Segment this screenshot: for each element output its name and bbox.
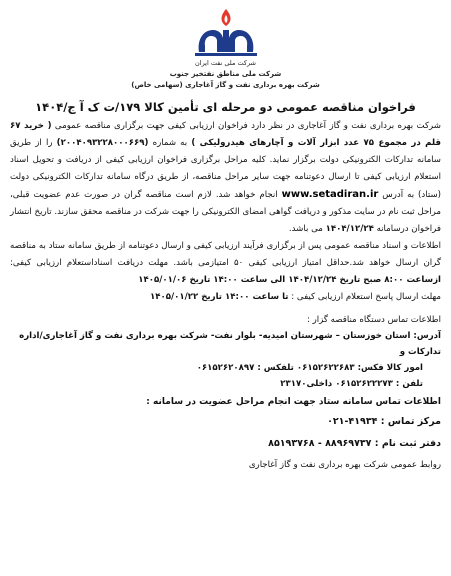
contact-fax: امور کالا فکس: ۰۶۱۵۲۶۲۲۶۸۳ تلفکس : ۰۶۱۵۲۶۲۰۸۹۷ — [196, 363, 423, 373]
paragraph-1: شرکت بهره برداری نفت و گاز آغاجاری در نظر دارد فراخوان ارزیابی کیفی جهت برگزاری مناقصه عمومی ( خرید ۶۷ قلم در مجموع ۷۵ عدد ابزار آلات و آچارهای هیدرولیکی ) به شماره (۲۰۰۴۰۹۳۲۲۸۰۰۰۶۶۹) را از طریق سامانه تدارکات الکترونیکی دولت برگزار نماید. کلیه مراحل برگزاری فراخوان ارزیابی کیفی از دریافت و تحویل اسناد استعلام ارزیابی کیفی تا ارسال دعوتنامه جهت سایر مراحل مناقصه، از طریق درگاه سامانه تدارکات الکترونیکی دولت (ستاد) به آدرس www.setadiran.ir انجام خواهد شد. لازم است مناقصه گران در صورت عدم عضویت قبلی، مراحل ثبت نام در سایت مذکور و دریافت گواهی امضای الکترونیکی را جهت شرکت در مناقصه محقق سازند. تاریخ انتشار فراخوان درسامانه ۱۴۰۴/۱۲/۲۴ می باشد. — [10, 121, 442, 234]
setad-contact-heading: اطلاعات تماس سامانه ستاد جهت انجام مراحل عضویت در سامانه : — [146, 397, 441, 407]
response-deadline: تا ساعت ۱۴:۰۰ تاریخ ۱۴۰۵/۰۱/۲۲ — [149, 292, 289, 302]
page-title: فراخوان مناقصه عمومی دو مرحله ای تأمین کالا ۱۷۹/ت ک آ ج/۱۴۰۴ — [35, 100, 416, 114]
paragraph-3: مهلت ارسال پاسخ استعلام ارزیابی کیفی : تا ساعت ۱۴:۰۰ تاریخ ۱۴۰۵/۰۱/۲۲ — [149, 292, 441, 302]
setad-call-center: مرکز تماس : ۴۱۹۳۴-۰۲۱ — [327, 416, 441, 427]
contact-address: آدرس: استان خوزستان – شهرستان امیدیه- بلوار نفت- شرکت بهره برداری نفت و گاز آغاجاری/اداره تدارکات و امور کالا فکس: ۰۶۱۵۲۶۲۲۶۸۳ تلفکس : ۰۶۱۵۲۶۲۰۸۹۷ تلفن : ۰۶۱۵۲۶۲۲۲۷۳ داخلی۲۳۱۷۰ — [10, 328, 441, 392]
setad-call-center-number: ۴۱۹۳۴-۰۲۱ — [327, 416, 378, 427]
publish-date: ۱۴۰۴/۱۲/۲۴ — [325, 224, 374, 234]
setad-registration-office: دفتر ثبت نام : ۸۸۹۶۹۷۳۷ - ۸۵۱۹۳۷۶۸ — [268, 438, 441, 449]
header — [10, 0, 441, 91]
contact-heading: اطلاعات تماس دستگاه مناقصه گزار : — [306, 315, 441, 325]
setad-website-link[interactable]: www.setadiran.ir — [281, 189, 379, 200]
nioc-logo-icon — [189, 6, 263, 58]
header-sub-company: شرکت بهره برداری نفت و گاز آغاجاری (سهامی خاص) — [131, 81, 320, 89]
inquiry-dates: ازساعت ۸:۰۰ صبح تاریخ ۱۴۰۴/۱۲/۲۴ الی ساعت ۱۴:۰۰ تاریخ ۱۴۰۵/۰۱/۰۶ — [138, 275, 441, 285]
footer-public-relations: روابط عمومی شرکت بهره برداری نفت و گاز آغاجاری — [248, 460, 441, 470]
tender-number: (۲۰۰۴۰۹۳۲۲۸۰۰۰۶۶۹) — [56, 138, 149, 148]
setad-registration-numbers: ۸۸۹۶۹۷۳۷ - ۸۵۱۹۳۷۶۸ — [268, 438, 372, 449]
paragraph-2: اطلاعات و اسناد مناقصه عمومی پس از برگزاری فرآیند ارزیابی کیفی و ارسال دعوتنامه از طریق سامانه ستاد به مناقصه گران ارسال خواهد شد.حداقل امتیاز ارزیابی کیفی ۵۰ امتیازمی باشد. مهلت دریافت اسناداستعلام ارزیابی کیفی: ازساعت ۸:۰۰ صبح تاریخ ۱۴۰۴/۱۲/۲۴ الی ساعت ۱۴:۰۰ تاریخ ۱۴۰۵/۰۱/۰۶ — [10, 241, 441, 285]
header-national-company: شرکت ملی نفت ایران — [194, 59, 257, 67]
contact-phone: تلفن : ۰۶۱۵۲۶۲۲۲۷۳ داخلی۲۳۱۷۰ — [280, 379, 423, 389]
header-region-company: شرکت ملی مناطق نفتخیز جنوب — [169, 70, 282, 78]
tender-subject: ( خرید ۶۷ قلم در مجموع ۷۵ عدد ابزار آلات و آچارهای هیدرولیکی ) — [10, 121, 442, 148]
